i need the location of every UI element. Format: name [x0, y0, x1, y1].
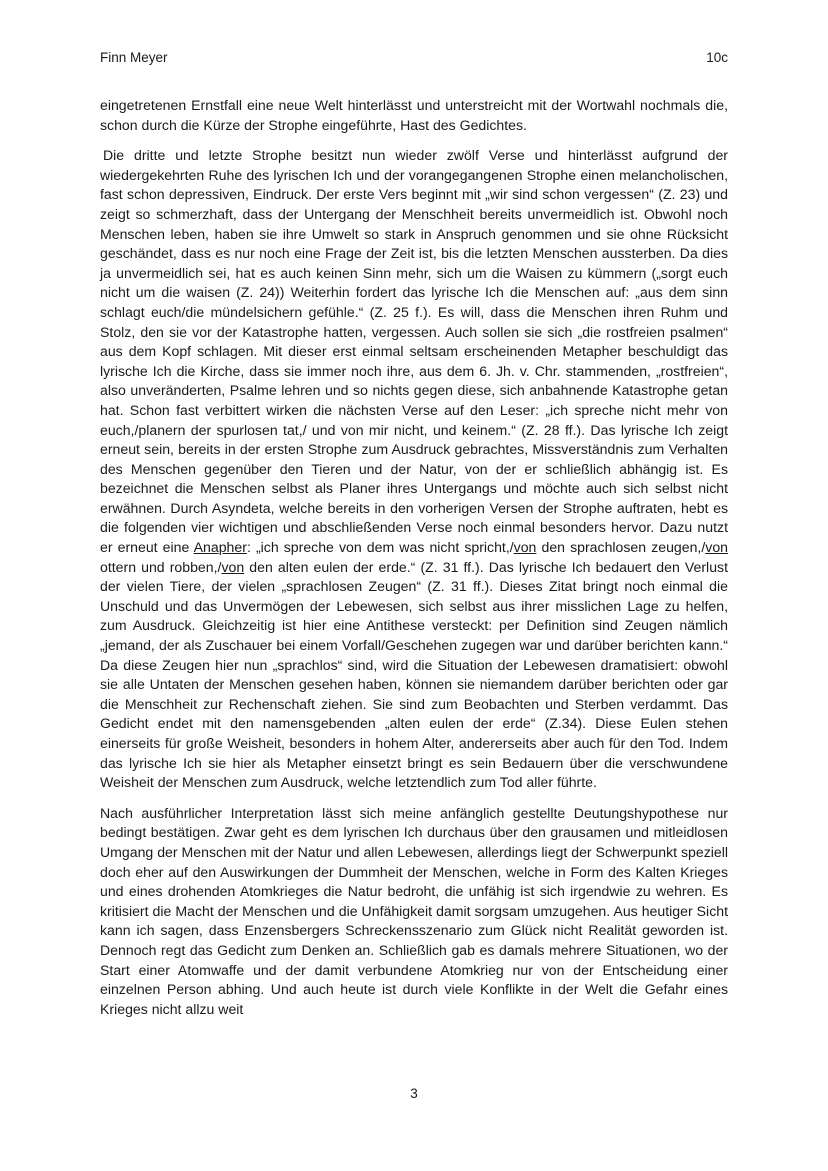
paragraph-2-part2: : „ich spreche von dem was nicht spricht,/ — [246, 539, 514, 556]
term-anapher: Anapher — [193, 539, 247, 556]
paragraph-3: Nach ausführlicher Interpretation lässt sich meine anfänglich gestellte Deutungshypothese nur bedingt bestätigen. Zwar geht es dem lyrischen Ich durchaus über den grausamen und mitleidlosen Umgang der Menschen mit der Natur und allen Lebewesen, allerdings liegt der Schwerpunkt speziell doch eher auf den Auswirkungen der Dummheit der Menschen, welche in Form des Kalten Krieges und eines drohenden Atomkrieges die Natur bedroht, die unfähig ist sich irgendwie zu wehren. Es kritisiert die Macht der Menschen und die Unfähigkeit damit sorgsam umzugehen. Aus heutiger Sicht kann ich sagen, dass Enzensbergers Schreckensszenario zum Glück nicht Realität geworden ist. Dennoch regt das Gedicht zum Denken an. Schließlich gab es damals mehrere Situationen, wo der Start einer Atomwaffe und der damit verbundene Atomkrieg nur von der Entscheidung einer einzelnen Person abhing. Und auch heute ist durch viele Konflikte in der Welt die Gefahr eines Krieges nicht allzu weit — [100, 804, 728, 1017]
paragraph-2-part5: den alten eulen der erde.“ (Z. 31 ff.). Das lyrische Ich bedauert den Verlust der vielen Tiere, der vielen „sprachlosen Zeugen“ (Z. 31 ff.). Dieses Zitat bringt noch einmal die Unschuld und das Unvermögen der Lebewesen, sich selbst aus ihrer misslichen Lage zu helfen, zum Ausdruck. Gleichzeitig ist hier eine Antithese versteckt: per Definition sind Zeugen nämlich „jemand, der als Zuschauer bei einem Vorfall/Geschehen zugegen war und darüber berichten kann.“ Da diese Zeugen hier nun „sprachlos“ sind, wird die Situation der Lebewesen dramatisiert: obwohl sie alle Untaten der Menschen gesehen haben, können sie niemandem darüber berichten oder gar die Menschheit zur Rechenschaft ziehen. Sie sind zum Beobachten und Sterben verdammt. Das Gedicht endet mit den namensgebenden „alten eulen der erde“ (Z.34). Diese Eulen stehen einerseits für große Weisheit, besonders in hohem Alter, andererseits aber auch für den Tod. Indem das lyrische Ich sie hier als Metapher einsetzt bringt es sein Bedauern über die verschwundene Weisheit der Menschen zum Ausdruck, welche letztendlich zum Tod aller führte. — [100, 558, 728, 791]
anapher-von-1: von — [513, 539, 537, 556]
paragraph-2 — [100, 146, 728, 793]
paragraph-2-part1: Die dritte und letzte Strophe besitzt nun wieder zwölf Verse und hinterlässt aufgrund der wiedergekehrten Ruhe des lyrischen Ich und der vorangegangenen Strophe einen melancholischen, fast schon depressiven, Eindruck. Der erste Vers beginnt mit „wir sind schon vergessen“ (Z. 23) und zeigt so schmerzhaft, dass der Untergang der Menschheit bereits unvermeidlich ist. Obwohl noch Menschen leben, haben sie ihre Umwelt so stark in Anspruch genommen und sie ohne Rücksicht geschändet, dass es nur noch eine Frage der Zeit ist, bis die letzten Menschen aussterben. Da dies ja unvermeidlich sei, hat es auch keinen Sinn mehr, sich um die Waisen zu kümmern („sorgt euch nicht um die waisen (Z. 24)) Weiterhin fordert das lyrische Ich die Menschen auf: „aus dem sinn schlagt euch/die mündelsichern gefühle.“ (Z. 25 f.). Es will, dass die Menschen ihren Ruhm und Stolz, den sie vor der Katastrophe hatten, vergessen. Auch sollen sie sich „die rostfreien psalmen“ aus dem Kopf schlagen. Mit dieser erst einmal seltsam erscheinenden Metapher beschuldigt das lyrische Ich die Kirche, dass sie immer noch ihre, aus dem 6. Jh. v. Chr. stammenden, „rostfreien“, also unveränderten, Psalme lehren und so nichts gegen diese, sich anbahnende Katastrophe getan hat. Schon fast verbittert wirken die nächsten Verse auf den Leser: „ich spreche nicht mehr von euch,/planern der spurlosen tat,/ und von mir nicht, und keinem.“ (Z. 28 ff.). Das lyrische Ich zeigt erneut sein, bereits in der ersten Strophe zum Ausdruck gebrachtes, Missverständnis zum Verhalten des Menschen gegenüber den Tieren und der Natur, von der er schließlich abhängig ist. Es bezeichnet die Menschen selbst als Planer ihres Untergangs und möchte auch sich selbst nicht erwähnen. Durch Asyndeta, welche bereits in den vorherigen Versen der Strophe auftraten, hebt es die folgenden vier wichtigen und abschließenden Verse noch einmal besonders hervor. Dazu nutzt er erneut eine — [100, 147, 728, 556]
page-header — [100, 50, 728, 70]
paragraph-1: eingetretenen Ernstfall eine neue Welt hinterlässt und unterstreicht mit der Wortwahl nochmals die, schon durch die Kürze der Strophe eingeführte, Hast des Gedichtes. — [100, 97, 728, 133]
paragraph-2-part4: ottern und robben,/ — [100, 558, 222, 575]
essay-body — [100, 96, 728, 1030]
class-label: 10c — [706, 50, 728, 65]
page-number: 3 — [410, 1086, 418, 1101]
anapher-von-2: von — [705, 539, 728, 556]
author-name: Finn Meyer — [100, 50, 168, 65]
paragraph-2-part3: den sprachlosen zeugen,/ — [536, 539, 706, 556]
anapher-von-3: von — [221, 558, 245, 575]
